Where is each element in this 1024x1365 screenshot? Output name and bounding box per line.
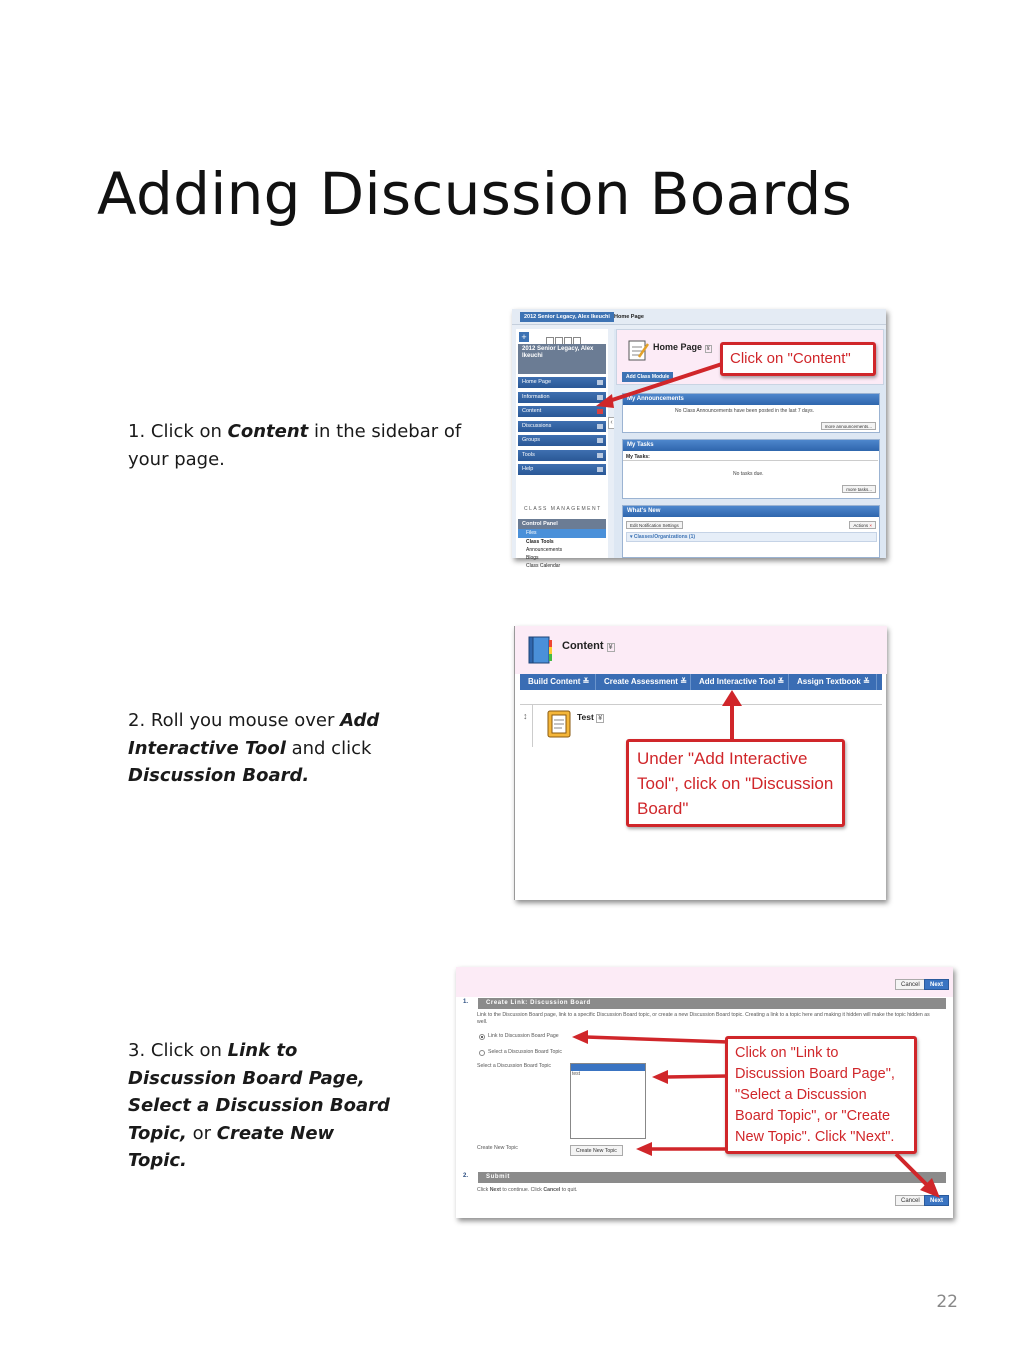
sidebar-item-label: Information	[522, 393, 550, 400]
classes-organizations-row[interactable]: ▾ Classes/Organizations (1)	[626, 532, 877, 542]
more-tasks-button[interactable]: more tasks...	[842, 485, 876, 493]
content-item-test[interactable]	[577, 712, 604, 722]
sidebar-item-tools[interactable]	[518, 450, 606, 461]
submit-text-post: to quit.	[560, 1187, 578, 1193]
callout-create-link-options: Click on "Link to Discussion Board Page", "Select a Discussion Board Topic", or "Create New Topic". Click "Next".	[725, 1036, 917, 1154]
control-panel-blogs[interactable]: Blogs	[526, 555, 539, 561]
step-1-suffix: in the sidebar of your page.	[128, 421, 462, 470]
close-icon: ×	[869, 523, 872, 528]
select-topic-label: Select a Discussion Board Topic	[488, 1049, 563, 1055]
announcements-text: No Class Announcements have been posted in the last 7 days.	[675, 408, 814, 414]
sidebar-item-label: Help	[522, 466, 534, 472]
section-1-header: Create Link: Discussion Board	[478, 998, 946, 1009]
section-2-number: 2.	[463, 1173, 469, 1179]
notebook-icon	[546, 709, 572, 739]
section-2-header: Submit	[478, 1172, 946, 1183]
tasks-module	[622, 439, 880, 499]
add-menu-item-icon[interactable]: +	[519, 332, 529, 342]
control-panel-class-calendar[interactable]: Class Calendar	[526, 563, 561, 569]
callout-click-content: Click on "Content"	[720, 342, 876, 376]
build-content-menu[interactable]: Build Content ≚	[520, 674, 596, 690]
step-3-middle: or	[186, 1122, 217, 1144]
link-page-label: Link to Discussion Board Page	[488, 1033, 559, 1039]
link-page-radio[interactable]	[479, 1034, 485, 1040]
submit-instructions	[477, 1187, 577, 1194]
slide-title: Adding Discussion Boards	[97, 160, 853, 228]
control-panel-header[interactable]: Control Panel	[518, 519, 606, 529]
tasks-body	[623, 451, 879, 499]
arrow-to-content-icon	[596, 360, 726, 410]
next-button-top[interactable]: Next	[924, 979, 949, 990]
whats-new-body	[623, 517, 879, 558]
tasks-text: No tasks due.	[733, 471, 764, 477]
menu-label: Build Content	[528, 677, 581, 686]
sidebar-item-label: Home Page	[522, 379, 552, 385]
step-3-prefix: 3. Click on	[128, 1040, 228, 1061]
chevron-down-icon[interactable]: ¥	[608, 644, 613, 651]
breadcrumb	[512, 309, 886, 325]
arrow-to-interactive-tool-icon	[720, 690, 744, 742]
cancel-button-bottom[interactable]: Cancel	[895, 1195, 926, 1206]
sidebar-item-label: Discussions	[522, 422, 552, 429]
chevron-down-icon[interactable]: ¥	[706, 346, 710, 352]
page-title	[562, 640, 615, 652]
actions-button[interactable]	[849, 521, 876, 529]
top-band	[456, 967, 953, 997]
page-number: 22	[936, 1292, 958, 1312]
select-topic-field-label: Select a Discussion Board Topic	[477, 1063, 552, 1069]
step-2-middle: and click	[285, 737, 372, 759]
page-title-text: Content	[562, 640, 604, 652]
whats-new-title: What's New	[623, 506, 879, 517]
submit-text-pre: Click	[477, 1187, 490, 1193]
callout-add-interactive-tool: Under "Add Interactive Tool", click on "Discussion Board"	[626, 739, 845, 827]
sidebar-item-information[interactable]	[518, 392, 606, 403]
control-panel-announcements[interactable]: Announcements	[526, 547, 563, 553]
breadcrumb-page: Home Page	[614, 314, 644, 320]
callout-arrows-icon	[570, 1030, 730, 1160]
section-1-number: 1.	[463, 999, 469, 1005]
page-title-text: Home Page	[653, 342, 703, 352]
step-2-emphasis: Add Interactive Tool	[128, 710, 380, 759]
more-announcements-button[interactable]: more announcements...	[821, 422, 876, 430]
control-panel-files[interactable]: Files	[518, 529, 606, 538]
page-icon	[597, 467, 603, 472]
tasks-label: My Tasks:	[626, 454, 650, 460]
add-interactive-tool-menu[interactable]: Add Interactive Tool ≚	[691, 674, 789, 690]
breadcrumb-course[interactable]: 2012 Senior Legacy, Alex Ikeuchi	[520, 312, 614, 322]
control-panel	[518, 519, 606, 570]
menu-label: Assign Textbook	[797, 677, 861, 686]
step-2-prefix: 2. Roll you mouse over	[128, 710, 341, 731]
chevron-down-icon[interactable]: ¥	[598, 715, 603, 722]
sidebar-item-help[interactable]	[518, 464, 606, 475]
sidebar-item-groups[interactable]	[518, 435, 606, 446]
course-menu	[518, 377, 606, 479]
announcements-title: My Announcements	[623, 394, 879, 405]
sidebar-item-label: Content	[522, 408, 542, 414]
step-1-text	[128, 418, 468, 473]
add-class-module-button[interactable]: Add Class Module	[622, 372, 673, 382]
step-2-text	[128, 707, 468, 790]
sidebar-item-home-page[interactable]	[518, 377, 606, 388]
sidebar-item-label: Groups	[522, 437, 541, 443]
arrow-to-next-icon	[890, 1150, 950, 1200]
create-new-topic-button[interactable]: Create New Topic	[570, 1145, 623, 1156]
menu-label: Add Interactive Tool	[699, 677, 776, 686]
whats-new-module	[622, 505, 880, 558]
cancel-button-top[interactable]: Cancel	[895, 979, 926, 990]
tasks-title: My Tasks	[623, 440, 879, 451]
next-button-bottom[interactable]: Next	[924, 1195, 949, 1206]
drag-handle-icon[interactable]: ↕	[523, 711, 528, 721]
step-3-text	[128, 1037, 398, 1175]
step-1-prefix: 1. Click on	[128, 421, 228, 442]
book-icon	[527, 634, 553, 666]
step-3-emphasis-2: Create New Topic.	[128, 1122, 335, 1171]
step-2-emphasis-2: Discussion Board.	[128, 765, 310, 786]
course-name[interactable]: 2012 Senior Legacy, Alex Ikeuchi	[518, 344, 606, 374]
sidebar-item-content[interactable]	[518, 406, 606, 417]
class-management-heading: CLASS MANAGEMENT	[524, 506, 602, 512]
sidebar-item-discussions[interactable]	[518, 421, 606, 432]
menu-label: Create Assessment	[604, 677, 678, 686]
classes-organizations-label: Classes/Organizations (1)	[633, 534, 696, 540]
topic-option-test[interactable]: test	[572, 1071, 581, 1077]
create-topic-label: Create New Topic	[477, 1145, 518, 1151]
content-item-label: Test	[577, 712, 594, 722]
content-header	[515, 626, 887, 674]
select-topic-radio[interactable]	[479, 1050, 485, 1056]
submit-text-next: Next	[489, 1187, 501, 1193]
page-icon	[597, 453, 603, 458]
content-toolbar	[520, 674, 882, 690]
control-panel-class-tools[interactable]: Class Tools	[526, 539, 554, 545]
page-title	[653, 342, 712, 352]
sidebar-item-label: Tools	[522, 451, 535, 458]
step-1-emphasis: Content	[227, 421, 309, 442]
page-icon	[597, 438, 603, 443]
row-divider	[532, 705, 533, 747]
tasks-divider	[623, 460, 878, 461]
intro-text: Link to the Discussion Board page, link to a specific Discussion Board topic, or create a new Discussion Board topic. Creating a link to a topic here and making it hidden will make the topic hidden as well.	[477, 1012, 930, 1025]
course-sidebar	[516, 329, 608, 569]
step-3-emphasis: Link to Discussion Board Page, Select a Discussion Board Topic,	[128, 1040, 390, 1144]
page-icon	[597, 424, 603, 429]
assign-textbook-menu[interactable]: Assign Textbook ≚	[789, 674, 877, 690]
edit-notification-settings-button[interactable]: Edit Notification Settings	[626, 521, 683, 529]
collapse-sidebar-icon[interactable]: ‹	[608, 417, 615, 429]
submit-text-mid: to continue. Click	[500, 1187, 544, 1193]
create-assessment-menu[interactable]: Create Assessment ≚	[596, 674, 691, 690]
submit-text-cancel: Cancel	[543, 1187, 561, 1193]
actions-label: Actions	[853, 523, 869, 528]
